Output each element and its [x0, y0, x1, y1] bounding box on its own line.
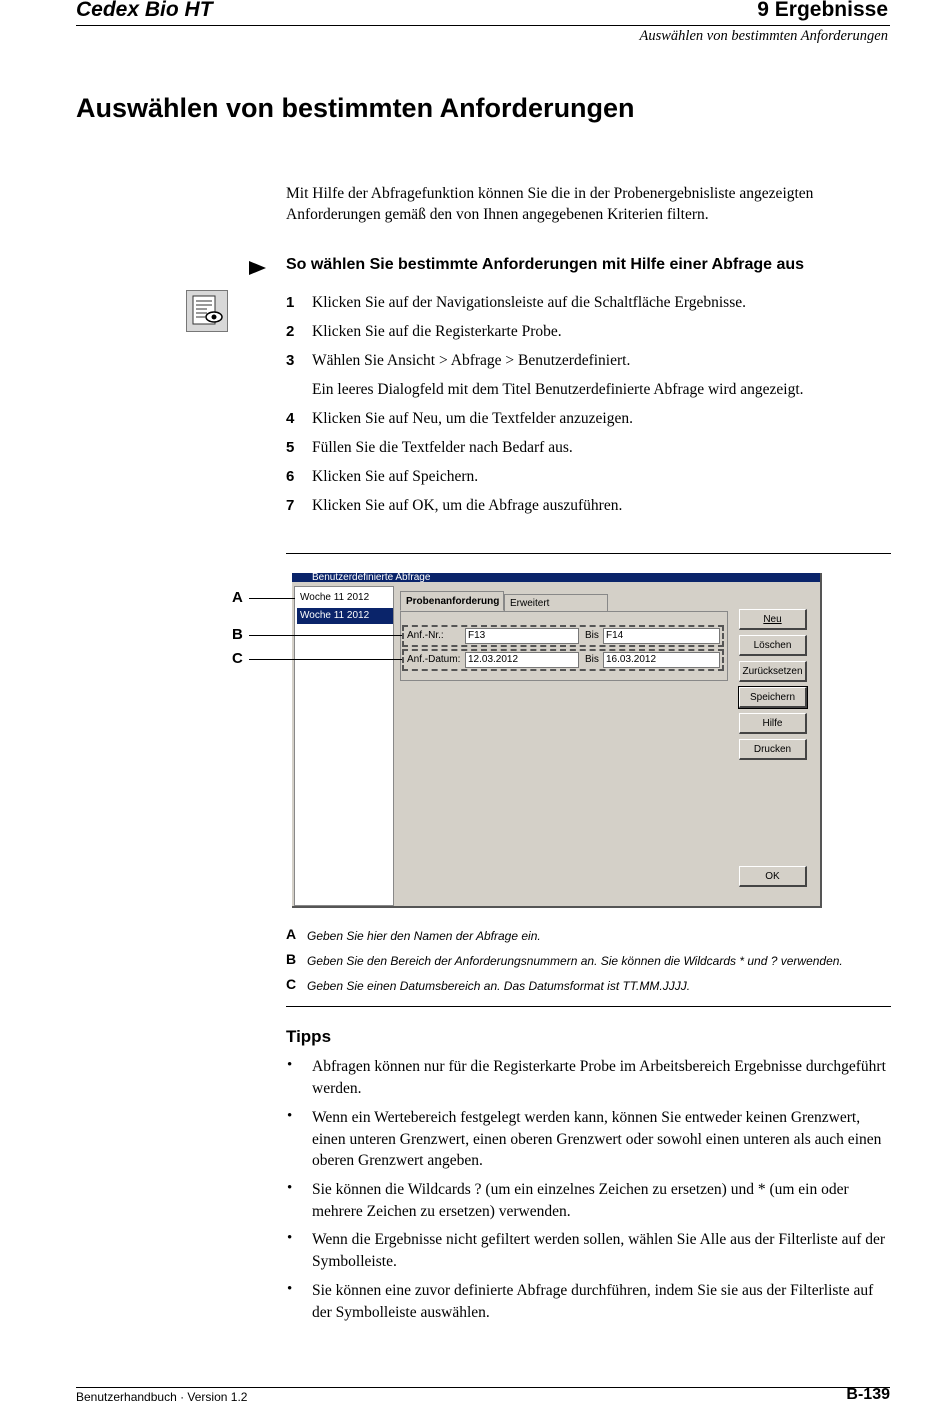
dialog-titlebar: Benutzerdefinierte Abfrage [292, 573, 820, 582]
legend-text: Geben Sie den Bereich der Anforderungsnummern an. Sie können die Wildcards * und ? verwenden. [307, 954, 843, 968]
callout-c-line [249, 659, 402, 660]
save-button[interactable]: Speichern [739, 687, 807, 708]
legend-text: Geben Sie hier den Namen der Abfrage ein. [307, 929, 541, 943]
query-dialog-screenshot [292, 573, 822, 908]
number-to-input[interactable]: F14 [603, 628, 720, 644]
callout-b: B [232, 626, 243, 643]
date-from-input[interactable]: 12.03.2012 [465, 652, 579, 668]
intro-paragraph: Mit Hilfe der Abfragefunktion können Sie die in der Probenergebnisliste angezeigten Anforderungen gemäß den von Ihnen angegebenen Kriterien filtern. [286, 185, 814, 223]
bullet-icon: • [287, 1180, 293, 1196]
date-label: Anf.-Datum: [407, 654, 461, 665]
callout-c: C [232, 650, 243, 667]
delete-button[interactable]: Löschen [739, 635, 807, 656]
footer-manual-version: Benutzerhandbuch · Version 1.2 [76, 1390, 248, 1404]
tab-probenanforderung[interactable]: Probenanforderung [400, 591, 504, 611]
page-title: Auswählen von bestimmten Anforderungen [76, 93, 635, 123]
number-to-label: Bis [585, 630, 599, 641]
date-to-input[interactable]: 16.03.2012 [603, 652, 720, 668]
print-button[interactable]: Drucken [739, 739, 807, 760]
document-title: Cedex Bio HT [76, 0, 213, 21]
date-to-label: Bis [585, 654, 599, 665]
list-item[interactable]: Woche 11 2012 [300, 592, 370, 603]
figure-rule-top [286, 553, 891, 554]
tip-item: Wenn die Ergebnisse nicht gefiltert werden sollen, wählen Sie Alle aus der Filterliste auf der Symbolleiste. [312, 1231, 886, 1270]
header-rule [76, 25, 890, 26]
chapter-title: 9 Ergebnisse [757, 0, 888, 21]
help-button[interactable]: Hilfe [739, 713, 807, 734]
number-label: Anf.-Nr.: [407, 630, 444, 641]
figure-rule-bottom [286, 1006, 891, 1007]
step-number: 6 [286, 468, 295, 485]
reset-button[interactable]: Zurücksetzen [739, 661, 807, 682]
date-range-group [402, 649, 724, 671]
legend-text: Geben Sie einen Datumsbereich an. Das Datumsformat ist TT.MM.JJJJ. [307, 979, 691, 993]
procedure-title: So wählen Sie bestimmte Anforderungen mit Hilfe einer Abfrage aus [286, 256, 805, 273]
results-button-icon [186, 290, 228, 332]
bullet-icon: • [287, 1281, 293, 1297]
legend-key: A [286, 926, 297, 942]
step-number: 1 [286, 294, 295, 311]
section-subtitle: Auswählen von bestimmten Anforderungen [639, 28, 888, 44]
tip-item: Sie können die Wildcards ? (um ein einzelnes Zeichen zu ersetzen) und * (um ein oder mehrere Zeichen zu ersetzen) verwenden. [312, 1181, 849, 1220]
number-range-group [402, 625, 724, 647]
query-list[interactable] [294, 586, 394, 906]
procedure-arrow-icon [249, 261, 266, 275]
step-text: Wählen Sie Ansicht > Abfrage > Benutzerdefiniert. [312, 352, 631, 369]
callout-a: A [232, 589, 243, 606]
bullet-icon: • [287, 1057, 293, 1073]
tip-item: Abfragen können nur für die Registerkarte Probe im Arbeitsbereich Ergebnisse durchgeführt werden. [312, 1058, 886, 1097]
tip-item: Sie können eine zuvor definierte Abfrage durchführen, indem Sie sie aus der Filterliste auf der Symbolleiste auswählen. [312, 1282, 874, 1321]
step-text: Klicken Sie auf Neu, um die Textfelder anzuzeigen. [312, 410, 633, 427]
number-from-input[interactable]: F13 [465, 628, 579, 644]
list-item-selected[interactable]: Woche 11 2012 [297, 608, 393, 624]
step-text: Klicken Sie auf die Registerkarte Probe. [312, 323, 562, 340]
step-number: 4 [286, 410, 295, 427]
callout-b-line [249, 635, 402, 636]
tips-title: Tipps [286, 1027, 332, 1046]
ok-button[interactable]: OK [739, 866, 807, 887]
legend-key: C [286, 976, 297, 992]
step-text: Klicken Sie auf OK, um die Abfrage auszuführen. [312, 497, 623, 514]
step-text: Füllen Sie die Textfelder nach Bedarf aus. [312, 439, 573, 456]
step-number: 3 [286, 352, 295, 369]
step-text: Klicken Sie auf der Navigationsleiste auf die Schaltfläche Ergebnisse. [312, 294, 746, 311]
step-result-text: Ein leeres Dialogfeld mit dem Titel Benutzerdefinierte Abfrage wird angezeigt. [312, 381, 804, 398]
bullet-icon: • [287, 1230, 293, 1246]
tab-erweitert[interactable]: Erweitert [504, 594, 608, 611]
step-text: Klicken Sie auf Speichern. [312, 468, 479, 485]
step-number: 2 [286, 323, 295, 340]
footer-rule [76, 1387, 890, 1388]
page-number: B-139 [846, 1386, 890, 1403]
bullet-icon: • [287, 1108, 293, 1124]
new-button[interactable]: Neu [739, 609, 807, 630]
step-number: 5 [286, 439, 295, 456]
legend-key: B [286, 951, 297, 967]
step-number: 7 [286, 497, 295, 514]
callout-a-line [249, 598, 295, 599]
tip-item: Wenn ein Wertebereich festgelegt werden kann, können Sie entweder keinen Grenzwert, einen unteren Grenzwert, einen oberen Grenzwert oder sowohl einen unteren als auch einen oberen Grenzwert angeben. [312, 1109, 882, 1169]
